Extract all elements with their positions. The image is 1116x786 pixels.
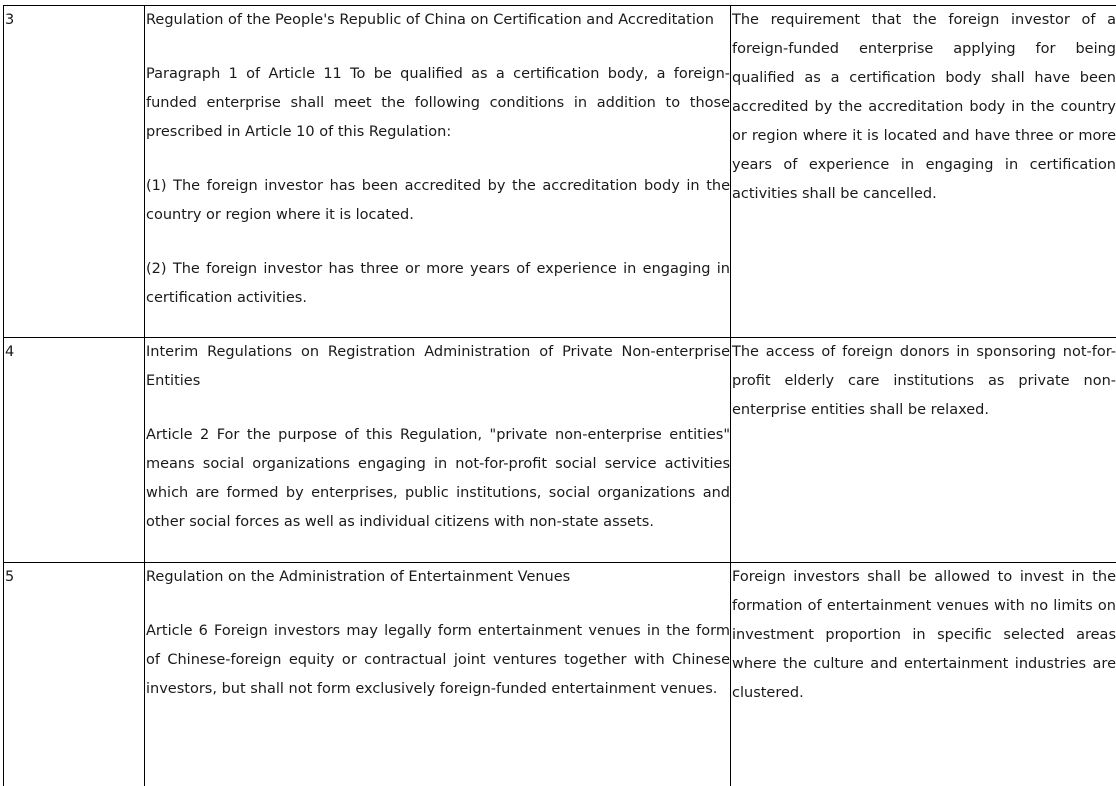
row-number: 5: [4, 563, 145, 786]
row-number: 3: [4, 6, 145, 338]
table-row: [4, 338, 1116, 563]
law-title: Interim Regulations on Registration Administration of Private Non-enterprise Entities: [146, 344, 730, 389]
row-number: 4: [4, 338, 145, 563]
clause-text: (1) The foreign investor has been accredited by the accreditation body in the country or region where it is located.: [146, 178, 730, 223]
law-provision-cell: [145, 6, 731, 338]
change-text: The access of foreign donors in sponsoring not-for-profit elderly care institutions as private non-enterprise entities shall be relaxed.: [732, 344, 1116, 418]
law-title: Regulation of the People's Republic of China on Certification and Accreditation: [146, 12, 714, 28]
change-cell: [731, 563, 1116, 786]
regulation-table: [3, 5, 1116, 786]
article-text: Article 2 For the purpose of this Regulation, "private non-enterprise entities" means social organizations engaging in not-for-profit social service activities which are formed by enterprises, public institutions, social organizations and other social forces as well as individual citizens with non-state assets.: [146, 427, 730, 530]
article-text: Article 6 Foreign investors may legally form entertainment venues in the form of Chinese-foreign equity or contractual joint ventures together with Chinese investors, but shall not form exclusively foreign-funded entertainment venues.: [146, 623, 730, 697]
law-provision-cell: [145, 563, 731, 786]
table-row: [4, 6, 1116, 338]
table-row: [4, 563, 1116, 786]
law-provision-cell: [145, 338, 731, 563]
change-cell: [731, 338, 1116, 563]
change-cell: [731, 6, 1116, 338]
article-text: Paragraph 1 of Article 11 To be qualified as a certification body, a foreign-funded enterprise shall meet the following conditions in addition to those prescribed in Article 10 of this Regulation:: [146, 66, 730, 140]
change-text: The requirement that the foreign investor of a foreign-funded enterprise applying for being qualified as a certification body shall have been accredited by the accreditation body in the country or region where it is located and have three or more years of experience in engaging in certification activities shall be cancelled.: [732, 12, 1116, 202]
change-text: Foreign investors shall be allowed to invest in the formation of entertainment venues with no limits on investment proportion in specific selected areas where the culture and entertainment industries are clustered.: [732, 569, 1116, 701]
law-title: Regulation on the Administration of Entertainment Venues: [146, 569, 571, 585]
clause-text: (2) The foreign investor has three or more years of experience in engaging in certification activities.: [146, 261, 730, 306]
